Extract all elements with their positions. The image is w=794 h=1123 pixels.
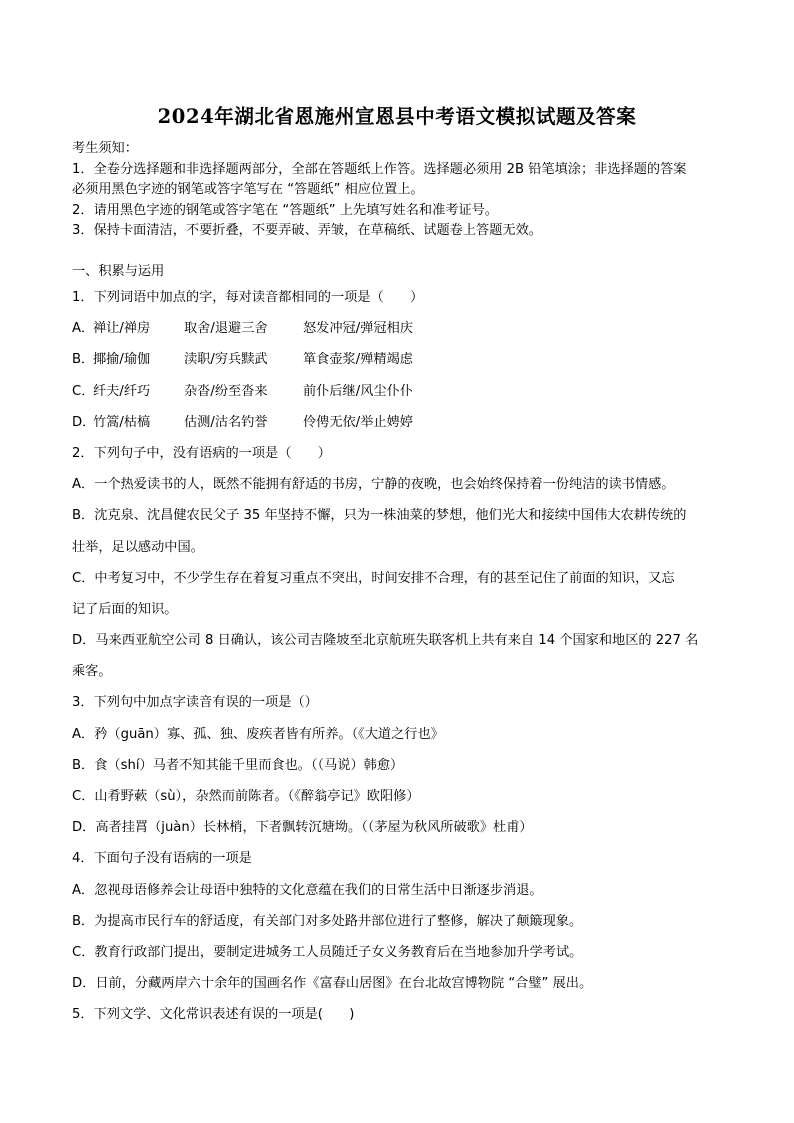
question-4-option-c: C．教育行政部门提出，要制定进城务工人员随迁子女义务教育后在当地参加升学考试。 bbox=[72, 944, 583, 960]
question-2-option-c-line-1: C．中考复习中，不少学生存在着复习重点不突出，时间安排不合理，有的甚至记住了前面的知识，又忘 bbox=[72, 570, 675, 586]
question-3-option-a: A．矜（guān）寡、孤、独、废疾者皆有所养。（《大道之行也》 bbox=[72, 726, 444, 742]
option-word-pair: 怒发冲冠/弹冠相庆 bbox=[303, 321, 413, 337]
question-2-option-c-line-2: 记了后面的知识。 bbox=[72, 601, 178, 617]
section-heading: 一、积累与运用 bbox=[72, 264, 165, 279]
question-1-option-c bbox=[72, 382, 720, 413]
option-word-pair: 箪食壶浆/殚精竭虑 bbox=[303, 352, 413, 368]
notice-item-1-line-2: 必须用黑色字迹的钢笔或答字笔写在 “答题纸” 相应位置上。 bbox=[72, 182, 424, 198]
question-2-stem: 2．下列句子中，没有语病的一项是（ ） bbox=[72, 445, 331, 461]
option-word-pair: 杂沓/纷至沓来 bbox=[184, 383, 268, 399]
question-4-option-b: B．为提高市民行车的舒适度，有关部门对多处路井部位进行了整修，解决了颠簸现象。 bbox=[72, 913, 583, 929]
question-4-stem: 4．下面句子没有语病的一项是 bbox=[72, 851, 252, 867]
question-2-option-b-line-2: 壮举，足以感动中国。 bbox=[72, 539, 204, 555]
question-2-option-a: A．一个热爱读书的人，既然不能拥有舒适的书房，宁静的夜晚，也会始终保持着一份纯洁的读书情感。 bbox=[72, 477, 675, 493]
option-word-pair: 禅让/禅房 bbox=[93, 321, 151, 337]
question-2-option-d-line-1: D．马来西亚航空公司 8 日确认，该公司吉隆坡至北京航班失联客机上共有来自 14 个国家和地区的 227 名 bbox=[72, 633, 699, 649]
question-3-stem: 3．下列句中加点字读音有误的一项是（） bbox=[72, 695, 318, 711]
notice-item-3: 3．保持卡面清洁，不要折叠，不要弄破、弄皱，在草稿纸、试题卷上答题无效。 bbox=[72, 223, 542, 239]
question-2-option-b-line-1: B．沈克泉、沈昌健农民父子 35 年坚持不懈，只为一株油菜的梦想，他们光大和接续中国伟大农耕传统的 bbox=[72, 508, 687, 524]
option-label: B． bbox=[72, 352, 95, 368]
notice-item-2: 2．请用黑色字迹的钢笔或答字笔在 “答题纸” 上先填写姓名和准考证号。 bbox=[72, 202, 499, 218]
option-word-pair: 前仆后继/风尘仆仆 bbox=[303, 383, 413, 399]
document-title: 2024年湖北省恩施州宣恩县中考语文模拟试题及答案 bbox=[157, 105, 637, 128]
question-3-option-c: C．山肴野蔌（sù），杂然而前陈者。（《醉翁亭记》欧阳修） bbox=[72, 789, 420, 804]
question-3-option-b: B．食（shí）马者不知其能千里而食也。（（马说）韩愈） bbox=[72, 757, 404, 773]
option-word-pair: 揶揄/瑜伽 bbox=[93, 352, 151, 368]
question-4-option-d: D．日前，分藏两岸六十余年的国画名作《富春山居图》在台北故宫博物院 “合璧” 展出。 bbox=[72, 976, 593, 992]
question-1-option-b bbox=[72, 350, 720, 381]
question-5-stem: 5．下列文学、文化常识表述有误的一项是( ) bbox=[72, 1007, 355, 1023]
option-label: C． bbox=[72, 383, 95, 399]
option-word-pair: 竹篙/枯槁 bbox=[93, 414, 151, 430]
notice-item-1-line-1: 1．全卷分选择题和非选择题两部分，全部在答题纸上作答。选择题必须用 2B 铅笔填涂；非选择题的答案 bbox=[72, 161, 687, 177]
question-2-option-d-line-2: 乘客。 bbox=[72, 664, 112, 680]
option-label: D． bbox=[72, 414, 96, 430]
option-word-pair: 纤夫/纤巧 bbox=[93, 383, 151, 399]
option-word-pair: 渎职/穷兵黩武 bbox=[184, 352, 268, 368]
exam-notice bbox=[72, 139, 720, 242]
question-1-option-d bbox=[72, 413, 720, 444]
question-1-option-a bbox=[72, 319, 720, 350]
option-word-pair: 估测/沽名钓誉 bbox=[184, 414, 268, 430]
option-word-pair: 取舍/退避三舍 bbox=[184, 321, 268, 337]
option-label: A． bbox=[72, 321, 95, 337]
question-1-stem: 1．下列词语中加点的字，每对读音都相同的一项是（ ） bbox=[72, 290, 424, 305]
option-word-pair: 伶俜无依/举止娉婷 bbox=[303, 414, 413, 430]
question-4-option-a: A．忽视母语修养会让母语中独特的文化意蕴在我们的日常生活中日渐逐步消退。 bbox=[72, 882, 543, 898]
section-accumulation-and-application bbox=[72, 262, 720, 1037]
question-3-option-d: D．高者挂罥（juàn）长林梢，下者飘转沉塘坳。（（茅屋为秋风所破歌》杜甫） bbox=[72, 820, 533, 836]
notice-heading: 考生须知： bbox=[72, 141, 138, 156]
